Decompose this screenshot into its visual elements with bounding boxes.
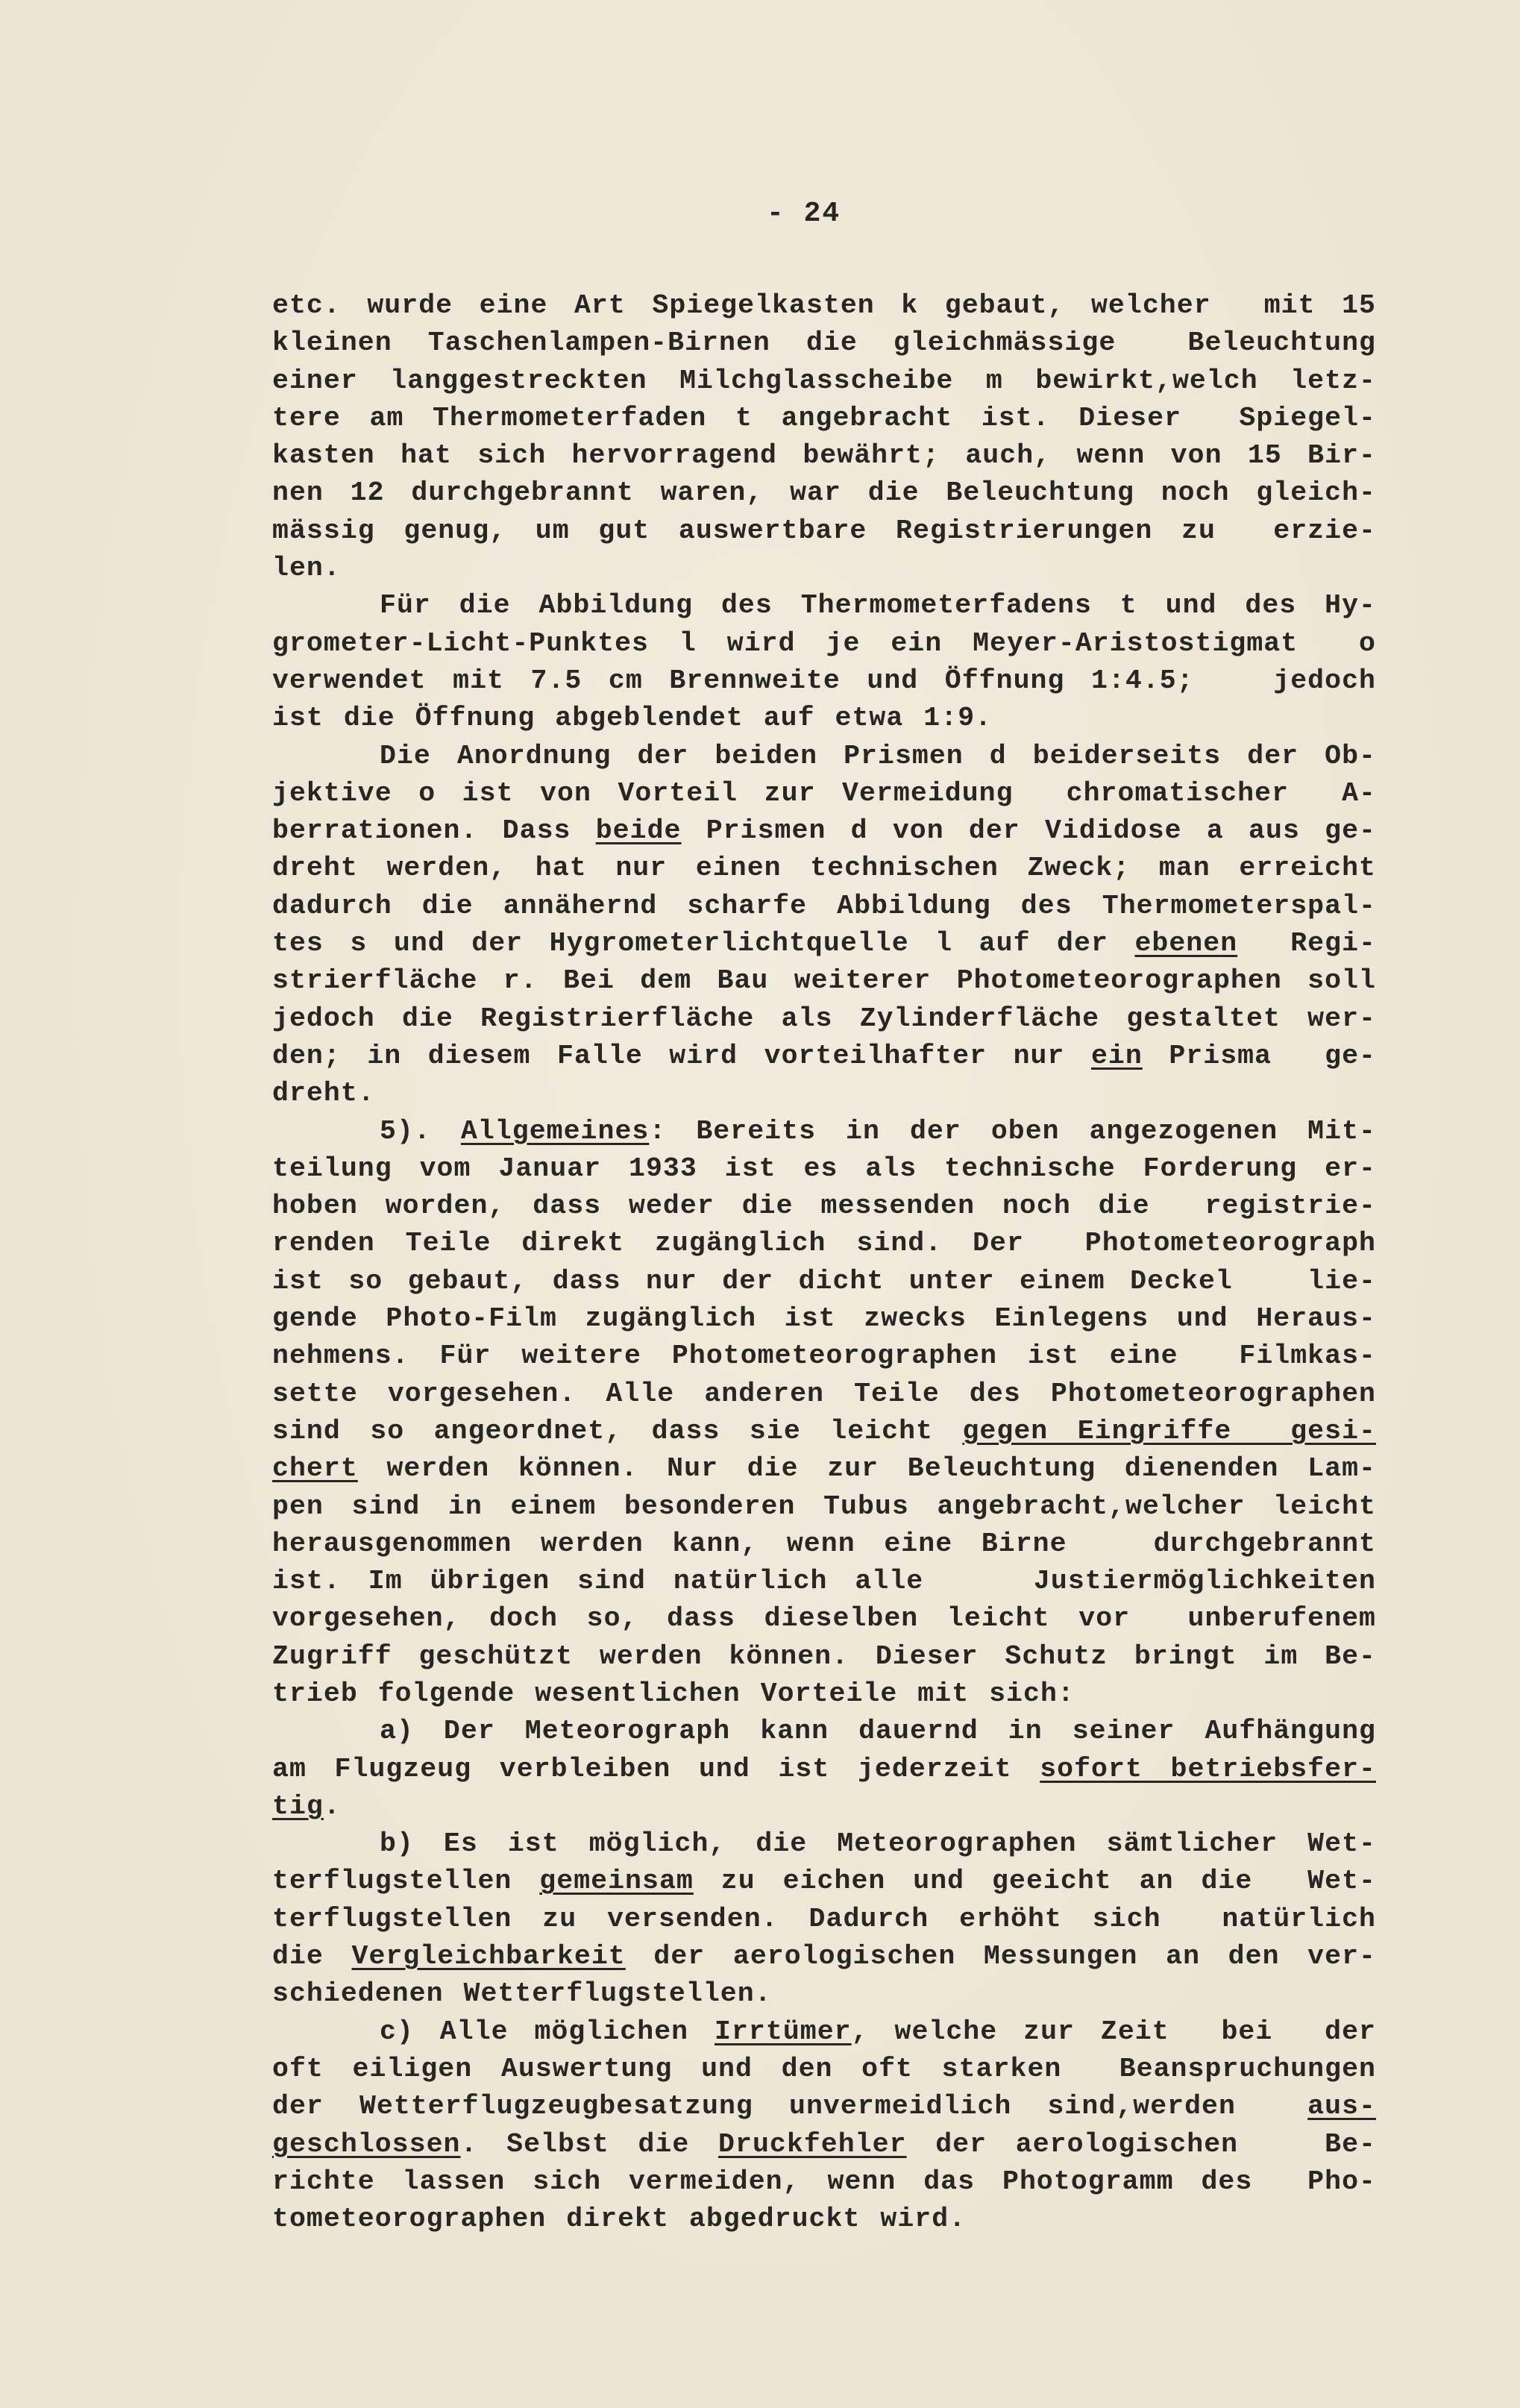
text-line: dadurch die annähernd scharfe Abbildung des Thermometerspal- [272,890,1376,921]
underlined-emphasis: aus- [1307,2091,1376,2122]
underlined-emphasis: ein [1090,1040,1143,1071]
text-line: oft eiligen Auswertung und den oft starken Beanspruchungen [272,2053,1376,2084]
text-line: am Flugzeug verbleiben und ist jederzeit sofort betriebsfer- [272,1753,1376,1784]
text-line: einer langgestreckten Milchglasscheibe m bewirkt,welch letz- [272,365,1376,396]
text-line: tes s und der Hygrometerlichtquelle l auf der ebenen Regi- [272,928,1376,959]
text-line: schiedenen Wetterflugstellen. [272,1978,772,2010]
text-line: etc. wurde eine Art Spiegelkasten k gebaut, welcher mit 15 [272,290,1376,321]
text-line: Für die Abbildung des Thermometerfadens t und des Hy- [380,590,1376,621]
text-line: geschlossen. Selbst die Druckfehler der aerologischen Be- [272,2128,1376,2160]
underlined-emphasis: ebenen [1134,928,1238,959]
text-line: tig. [272,1790,341,1822]
text-line: den; in diesem Falle wird vorteilhafter nur ein Prisma ge- [272,1040,1376,1071]
underlined-emphasis: Allgemeines [460,1115,650,1147]
text-line: terflugstellen zu versenden. Dadurch erhöht sich natürlich [272,1903,1376,1934]
text-line: ist die Öffnung abgeblendet auf etwa 1:9. [272,703,993,734]
page-number: - 24 [767,198,841,230]
text-line: jektive o ist von Vorteil zur Vermeidung chromatischer A- [272,777,1376,809]
text-line: dreht. [272,1078,375,1109]
underlined-emphasis: sofort betriebsfer- [1040,1753,1376,1784]
text-line: 5). Allgemeines: Bereits in der oben angezogenen Mit- [380,1115,1376,1147]
body-text [272,287,1376,2238]
text-line: teilung vom Januar 1933 ist es als technische Forderung er- [272,1153,1376,1184]
text-line: Zugriff geschützt werden können. Dieser Schutz bringt im Be- [272,1640,1376,1672]
underlined-emphasis: Vergleichbarkeit [351,1941,626,1972]
text-line: nehmens. Für weitere Photometeorographen ist eine Filmkas- [272,1341,1376,1372]
text-line: grometer-Licht-Punktes l wird je ein Meyer-Aristostigmat o [272,627,1376,659]
text-line: sette vorgesehen. Alle anderen Teile des Photometeorographen [272,1378,1376,1409]
text-line: hoben worden, dass weder die messenden noch die registrie- [272,1191,1376,1222]
text-line: pen sind in einem besonderen Tubus angebracht,welcher leicht [272,1490,1376,1522]
text-line: jedoch die Registrierfläche als Zylinderfläche gestaltet wer- [272,1003,1376,1034]
text-line: trieb folgende wesentlichen Vorteile mit sich: [272,1678,1075,1709]
text-line: kasten hat sich hervorragend bewährt; auch, wenn von 15 Bir- [272,440,1376,471]
text-line: richte lassen sich vermeiden, wenn das Photogramm des Pho- [272,2166,1376,2197]
text-line: terflugstellen gemeinsam zu eichen und geeicht an die Wet- [272,1866,1376,1897]
text-line: tere am Thermometerfaden t angebracht ist. Dieser Spiegel- [272,402,1376,433]
underlined-emphasis: Irrtümer [715,2016,852,2047]
text-line: herausgenommen werden kann, wenn eine Birne durchgebrannt [272,1528,1376,1559]
text-line: vorgesehen, doch so, dass dieselben leicht vor unberufenem [272,1603,1376,1634]
text-line: ist so gebaut, dass nur der dicht unter einem Deckel lie- [272,1265,1376,1297]
text-line: Die Anordnung der beiden Prismen d beiderseits der Ob- [380,740,1376,771]
text-line: len. [272,553,341,584]
text-line: kleinen Taschenlampen-Birnen die gleichmässige Beleuchtung [272,327,1376,359]
text-line: mässig genug, um gut auswertbare Registrierungen zu erzie- [272,515,1376,546]
underlined-emphasis: tig [272,1790,324,1822]
text-line: c) Alle möglichen Irrtümer, welche zur Zeit bei der [380,2016,1376,2047]
underlined-emphasis: chert [272,1453,358,1484]
text-line: strierfläche r. Bei dem Bau weiterer Photometeorographen soll [272,965,1376,997]
text-line: renden Teile direkt zugänglich sind. Der Photometeorograph [272,1228,1376,1259]
text-line: a) Der Meteorograph kann dauernd in seiner Aufhängung [380,1716,1376,1747]
underlined-emphasis: gegen Eingriffe gesi- [962,1415,1376,1446]
text-line: berrationen. Dass beide Prismen d von der Vididose a aus ge- [272,815,1376,847]
text-line: der Wetterflugzeugbesatzung unvermeidlich sind,werden aus- [272,2091,1376,2122]
text-line: sind so angeordnet, dass sie leicht gegen Eingriffe gesi- [272,1415,1376,1446]
text-line: die Vergleichbarkeit der aerologischen Messungen an den ver- [272,1941,1376,1972]
text-line: verwendet mit 7.5 cm Brennweite und Öffnung 1:4.5; jedoch [272,665,1376,696]
text-line: gende Photo-Film zugänglich ist zwecks Einlegens und Heraus- [272,1303,1376,1335]
underlined-emphasis: gemeinsam [539,1866,694,1897]
text-line: ist. Im übrigen sind natürlich alle Justiermöglichkeiten [272,1566,1376,1597]
text-line: b) Es ist möglich, die Meteorographen sämtlicher Wet- [380,1828,1376,1860]
underlined-emphasis: Druckfehler [718,2128,907,2160]
text-line: dreht werden, hat nur einen technischen Zweck; man erreicht [272,853,1376,884]
text-line: tometeorographen direkt abgedruckt wird. [272,2204,967,2235]
underlined-emphasis: beide [595,815,682,847]
text-line: nen 12 durchgebrannt waren, war die Beleuchtung noch gleich- [272,477,1376,509]
underlined-emphasis: geschlossen [272,2128,461,2160]
text-line: chert werden können. Nur die zur Beleuchtung dienenden Lam- [272,1453,1376,1484]
